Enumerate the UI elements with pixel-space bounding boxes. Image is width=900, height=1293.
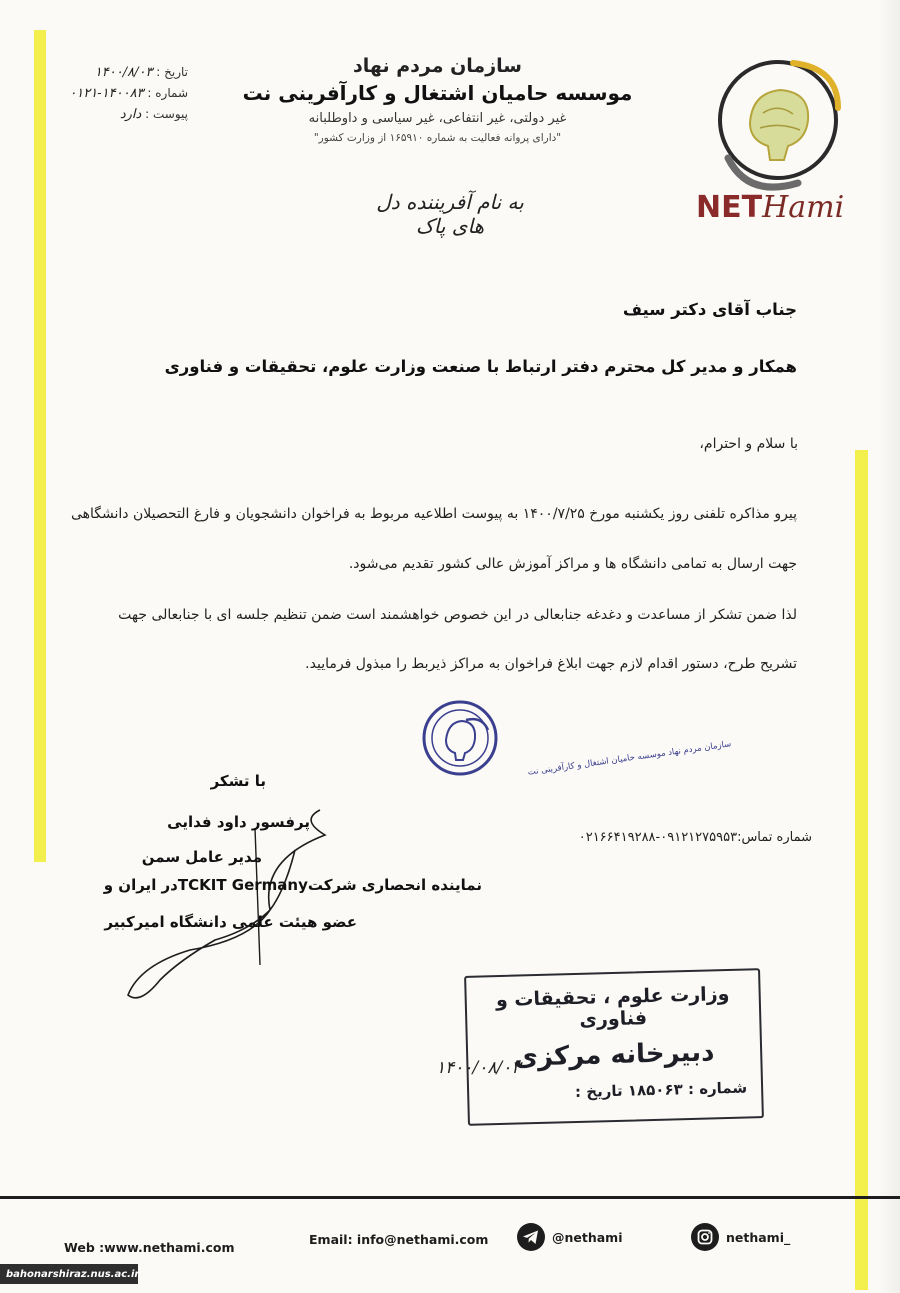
meta-number-value: ۱۴۰۰۸۳-۰۱۲۱ bbox=[69, 86, 144, 101]
paragraph-3: لذا ضمن تشکر از مساعدت و دغدغه جنابعالی در این خصوص خواهشمند است ضمن تنظیم جلسه ای با جنابعالی جهت bbox=[118, 607, 797, 623]
signature-title: مدیر عامل سمن bbox=[141, 848, 262, 866]
stamp-ministry: وزارت علوم ، تحقیقات و فناوری bbox=[495, 982, 730, 1031]
source-watermark: bahonarshiraz.nus.ac.ir bbox=[0, 1264, 138, 1284]
telegram-icon bbox=[516, 1222, 546, 1252]
highlight-strip-right bbox=[855, 450, 868, 1290]
telegram-handle: @nethami bbox=[552, 1229, 623, 1245]
greeting: با سلام و احترام، bbox=[699, 436, 798, 452]
meta-number bbox=[58, 83, 188, 104]
paragraph-4: تشریح طرح، دستور اقدام لازم جهت ابلاغ فراخوان به مراکز ذیربط را مبذول فرمایید. bbox=[305, 656, 797, 672]
signature-faculty: عضو هیئت علمی دانشگاه امیرکبیر bbox=[104, 913, 357, 931]
meta-date-label: تاریخ : bbox=[156, 65, 188, 79]
meta-date bbox=[58, 62, 188, 83]
stamp-secretariat: دبیرخانه مرکزی bbox=[513, 1037, 715, 1073]
bismillah: به نام آفریننده دل های پاک bbox=[376, 190, 524, 238]
recipient: جناب آقای دکتر سیف bbox=[622, 300, 797, 319]
org-seal-icon bbox=[378, 698, 732, 818]
footer-instagram[interactable] bbox=[690, 1222, 790, 1252]
instagram-handle: nethami_ bbox=[726, 1229, 791, 1245]
footer-email[interactable]: Email: info@nethami.com bbox=[309, 1232, 489, 1247]
signature-representative: نماینده انحصاری شرکتTCKIT Germanyدر ایران و bbox=[103, 876, 482, 894]
footer-telegram[interactable] bbox=[516, 1222, 623, 1252]
org-name: موسسه حامیان اشتغال و کارآفرینی نت bbox=[242, 81, 633, 105]
instagram-icon bbox=[690, 1222, 720, 1252]
signature-thanks: با تشکر bbox=[210, 772, 266, 790]
seal-text: سازمان مردم نهاد موسسه حامیان اشتغال و کارآفرینی نت bbox=[527, 739, 732, 778]
org-parent: سازمان مردم نهاد bbox=[353, 55, 522, 77]
meta-number-label: شماره : bbox=[147, 86, 188, 100]
org-license: "دارای پروانه فعالیت به شماره ۱۶۵۹۱۰ از وزارت کشور" bbox=[313, 132, 562, 144]
stamp-number-date: شماره : ۱۸۵۰۶۳ تاریخ : bbox=[574, 1078, 748, 1102]
logo-wordmark-hami: Hami bbox=[762, 190, 845, 225]
logo-wordmark bbox=[696, 190, 856, 225]
contact-phone: شماره تماس:۰۹۱۲۱۲۷۵۹۵۳-۰۲۱۶۶۴۱۹۲۸۸ bbox=[578, 830, 812, 845]
org-header bbox=[240, 55, 635, 144]
org-description: غیر دولتی، غیر انتفاعی، غیر سیاسی و داوطلبانه bbox=[308, 111, 567, 126]
footer-divider bbox=[0, 1196, 900, 1199]
letter-meta bbox=[58, 62, 188, 125]
paragraph-2: جهت ارسال به تمامی دانشگاه ها و مراکز آموزش عالی کشور تقدیم می‌شود. bbox=[348, 556, 797, 572]
recipient-position: همکار و مدیر کل محترم دفتر ارتباط با صنعت وزارت علوم، تحقیقات و فناوری bbox=[164, 357, 797, 376]
page-edge-shadow bbox=[878, 0, 900, 1293]
meta-attachment-label: پیوست : bbox=[145, 107, 188, 121]
meta-date-value: ۱۴۰۰/۸/۰۳ bbox=[94, 65, 153, 80]
meta-attachment bbox=[58, 104, 188, 125]
footer-website[interactable]: Web :www.nethami.com bbox=[64, 1240, 235, 1255]
paragraph-1: پیرو مذاکره تلفنی روز یکشنبه مورخ ۱۴۰۰/۷/۲۵ به پیوست اطلاعیه مربوط به فراخوان دانشجویان و فارغ التحصیلان دانشگاهی bbox=[70, 506, 797, 522]
meta-attachment-value: دارد bbox=[119, 107, 142, 122]
ministry-stamp bbox=[464, 968, 764, 1126]
logo-wordmark-net: NET bbox=[696, 190, 763, 225]
stamp-date: ۱۴۰۰/۰۸/۰۳ bbox=[436, 1058, 521, 1078]
highlight-strip-left bbox=[34, 30, 46, 862]
signature-name: پرفسور داود فدایی bbox=[167, 813, 310, 831]
